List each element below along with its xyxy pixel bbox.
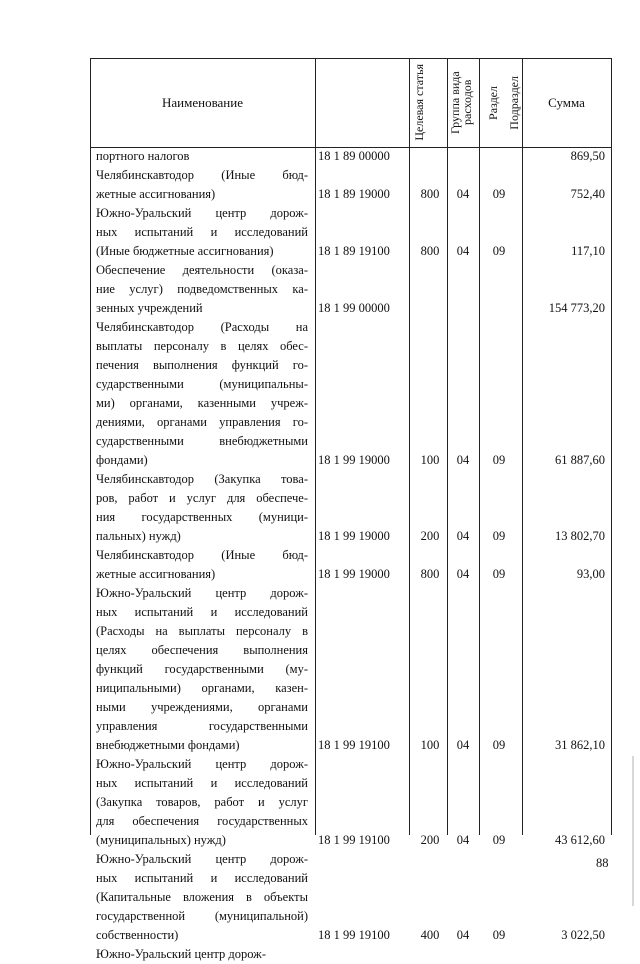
row-name-line: Южно-Уральский центр дорож- <box>96 757 308 771</box>
row-expense-group: 100 <box>420 738 440 752</box>
row-target-article: 18 1 99 19000 <box>318 529 390 543</box>
row-name-line: Южно-Уральский центр дорож- <box>96 586 308 600</box>
row-sum: 3 022,50 <box>561 928 605 942</box>
row-target-article: 18 1 99 19000 <box>318 453 390 467</box>
row-target-article: 18 1 89 19100 <box>318 244 390 258</box>
row-section: 04 <box>456 833 470 847</box>
row-name-line: целях обеспечения выполнения <box>96 643 308 657</box>
row-sum: 869,50 <box>570 149 605 163</box>
budget-table <box>90 58 611 961</box>
row-name-line: ных испытаний и исследований <box>96 871 308 885</box>
row-name-line: (Закупка товаров, работ и услуг <box>96 795 308 809</box>
row-section: 04 <box>456 738 470 752</box>
row-section: 04 <box>456 453 470 467</box>
row-name-line: (Расходы на выплаты персоналу в <box>96 624 308 638</box>
row-expense-group: 200 <box>420 833 440 847</box>
row-subsection: 09 <box>492 738 506 752</box>
row-sum: 61 887,60 <box>555 453 605 467</box>
row-name-line: портного налогов <box>96 149 190 163</box>
row-name-line: выплаты персоналу в целях обес- <box>96 339 308 353</box>
row-sum: 752,40 <box>570 187 605 201</box>
row-name-line: Челябинскавтодор (Иные бюд- <box>96 548 308 562</box>
row-subsection: 09 <box>492 529 506 543</box>
row-name-line: ров, работ и услуг для обеспече- <box>96 491 308 505</box>
row-expense-group: 800 <box>420 187 440 201</box>
column-divider <box>479 58 480 835</box>
row-expense-group: 800 <box>420 567 440 581</box>
row-name-line: Обеспечение деятельности (оказа- <box>96 263 308 277</box>
row-section: 04 <box>456 567 470 581</box>
row-name-line: Южно-Уральский центр дорож- <box>96 206 308 220</box>
row-subsection: 09 <box>492 453 506 467</box>
row-sum: 93,00 <box>576 567 605 581</box>
table-border-left <box>90 58 91 835</box>
row-target-article: 18 1 99 00000 <box>318 301 390 315</box>
row-sum: 117,10 <box>571 244 605 258</box>
header-expense-group: Группа вида расходов <box>448 71 474 134</box>
row-name-line: зенных учреждений <box>96 301 203 315</box>
row-name-line: функций государственными (му- <box>96 662 308 676</box>
row-name-line: ных испытаний и исследований <box>96 225 308 239</box>
row-name-line: ние услуг) подведомственных ка- <box>96 282 308 296</box>
row-section: 04 <box>456 928 470 942</box>
row-target-article: 18 1 89 00000 <box>318 149 390 163</box>
row-name-line: ных испытаний и исследований <box>96 776 308 790</box>
row-subsection: 09 <box>492 833 506 847</box>
row-subsection: 09 <box>492 187 506 201</box>
row-subsection: 09 <box>492 928 506 942</box>
column-divider <box>447 58 448 835</box>
row-target-article: 18 1 99 19100 <box>318 738 390 752</box>
column-divider <box>409 58 410 835</box>
row-section: 04 <box>456 529 470 543</box>
row-name-line: дениями, органами управления го- <box>96 415 308 429</box>
row-expense-group: 200 <box>420 529 440 543</box>
row-sum: 154 773,20 <box>548 301 605 315</box>
row-name-line: Челябинскавтодор (Расходы на <box>96 320 308 334</box>
row-target-article: 18 1 99 19100 <box>318 928 390 942</box>
row-name-line: управления государственными <box>96 719 308 733</box>
row-section: 04 <box>456 187 470 201</box>
column-divider <box>522 58 523 835</box>
row-subsection: 09 <box>492 244 506 258</box>
header-subsection: Подраздел <box>507 75 521 130</box>
row-name-line: фондами) <box>96 453 148 467</box>
row-expense-group: 100 <box>420 453 440 467</box>
scan-edge-mark <box>632 756 634 906</box>
row-name-line: сударственными внебюджетными <box>96 434 308 448</box>
row-expense-group: 800 <box>420 244 440 258</box>
row-name-line: (муниципальных) нужд) <box>96 833 226 847</box>
row-name-line: жетные ассигнования) <box>96 187 216 201</box>
row-name-line: собственности) <box>96 928 179 942</box>
row-name-line: Челябинскавтодор (Иные бюд- <box>96 168 308 182</box>
header-sum: Сумма <box>548 94 585 110</box>
row-target-article: 18 1 99 19000 <box>318 567 390 581</box>
header-section: Раздел <box>485 85 500 120</box>
row-name-line: жетные ассигнования) <box>96 567 216 581</box>
row-name-line: ных испытаний и исследований <box>96 605 308 619</box>
row-name-line: внебюджетными фондами) <box>96 738 240 752</box>
header-target-article: Целевая статья <box>412 64 426 141</box>
row-name-line: Челябинскавтодор (Закупка това- <box>96 472 308 486</box>
table-border-right <box>611 58 612 835</box>
row-target-article: 18 1 89 19000 <box>318 187 390 201</box>
row-name-line: государственной (муниципальной) <box>96 909 308 923</box>
page-number: 88 <box>596 856 609 870</box>
header-name: Наименование <box>162 94 243 110</box>
row-subsection: 09 <box>492 567 506 581</box>
row-target-article: 18 1 99 19100 <box>318 833 390 847</box>
row-name-line: ми) органами, казенными учреж- <box>96 396 308 410</box>
row-name-line: ния государственных (муници- <box>96 510 308 524</box>
row-sum: 43 612,60 <box>555 833 605 847</box>
row-name-line: ными учреждениями, органами <box>96 700 308 714</box>
column-divider <box>315 58 316 835</box>
row-name-line: для обеспечения государственных <box>96 814 308 828</box>
row-section: 04 <box>456 244 470 258</box>
row-name-line: Южно-Уральский центр дорож- <box>96 947 266 961</box>
row-name-line: сударственными (муниципальны- <box>96 377 308 391</box>
row-sum: 13 802,70 <box>555 529 605 543</box>
row-name-line: печения выполнения функций го- <box>96 358 308 372</box>
row-name-line: пальных) нужд) <box>96 529 181 543</box>
row-name-line: (Иные бюджетные ассигнования) <box>96 244 274 258</box>
row-expense-group: 400 <box>420 928 440 942</box>
row-name-line: Южно-Уральский центр дорож- <box>96 852 308 866</box>
row-sum: 31 862,10 <box>555 738 605 752</box>
row-name-line: (Капитальные вложения в объекты <box>96 890 308 904</box>
row-name-line: ниципальными) органами, казен- <box>96 681 308 695</box>
